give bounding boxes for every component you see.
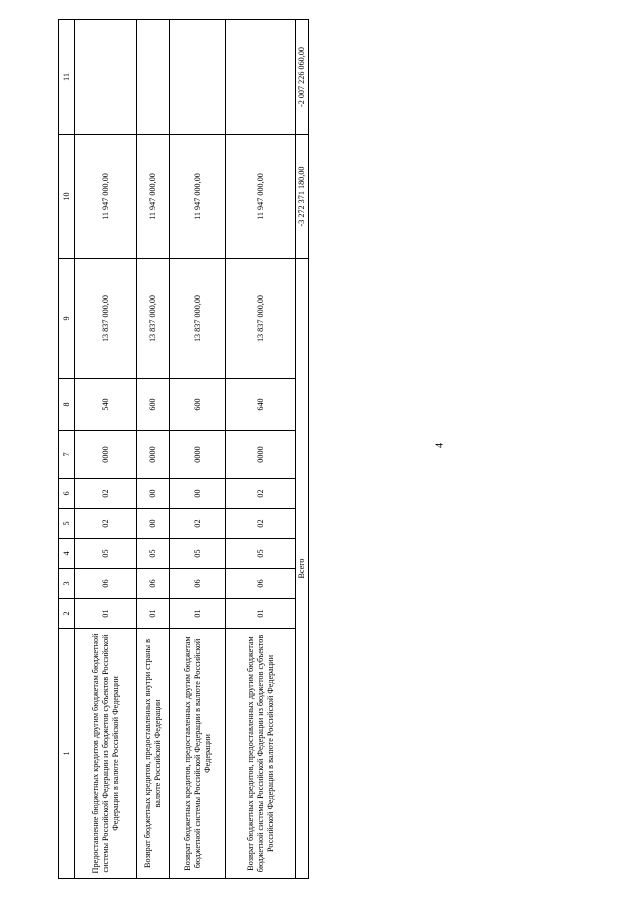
table-container [58, 20, 304, 879]
code-cell: 01 [170, 599, 226, 629]
code-cell: 0000 [137, 431, 170, 479]
table-row [170, 20, 226, 879]
code-cell: 600 [137, 379, 170, 431]
total-amount-cell: -2 007 226 060,00 [296, 20, 309, 135]
table-row [75, 20, 137, 879]
column-header: 10 [59, 135, 75, 259]
code-cell: 01 [226, 599, 296, 629]
total-row [296, 20, 309, 879]
amount-cell: 13 837 000,00 [226, 259, 296, 379]
code-cell: 640 [226, 379, 296, 431]
column-header: 2 [59, 599, 75, 629]
amount-cell: 11 947 000,00 [226, 135, 296, 259]
code-cell: 02 [75, 509, 137, 539]
code-cell: 0000 [170, 431, 226, 479]
total-label: Всего [296, 259, 309, 879]
code-cell: 02 [226, 509, 296, 539]
code-cell: 01 [75, 599, 137, 629]
code-cell: 06 [137, 569, 170, 599]
column-header: 1 [59, 629, 75, 879]
row-description: Предоставление бюджетных кредитов другим бюджетам бюджетной системы Российской Федерации из бюджетов субъектов Российской Федерации в валюте Российской Федерации [75, 629, 137, 879]
amount-cell: 11 947 000,00 [170, 135, 226, 259]
amount-cell: 13 837 000,00 [75, 259, 137, 379]
code-cell: 00 [137, 479, 170, 509]
row-description: Возврат бюджетных кредитов, предоставленных другим бюджетам бюджетной системы Российской Федерации в валюте Российской Федерации [170, 629, 226, 879]
code-cell: 05 [75, 539, 137, 569]
code-cell: 01 [137, 599, 170, 629]
amount-cell: 13 837 000,00 [137, 259, 170, 379]
code-cell: 02 [170, 509, 226, 539]
column-header: 7 [59, 431, 75, 479]
code-cell: 05 [170, 539, 226, 569]
amount-cell [226, 20, 296, 135]
table-row [226, 20, 296, 879]
column-header: 8 [59, 379, 75, 431]
code-cell: 0000 [75, 431, 137, 479]
rotated-table-frame [58, 20, 304, 879]
column-header: 5 [59, 509, 75, 539]
column-header: 11 [59, 20, 75, 135]
table-row [137, 20, 170, 879]
code-cell: 00 [137, 509, 170, 539]
amount-cell [75, 20, 137, 135]
header-row [59, 20, 75, 879]
code-cell: 600 [170, 379, 226, 431]
code-cell: 0000 [226, 431, 296, 479]
code-cell: 06 [170, 569, 226, 599]
row-description: Возврат бюджетных кредитов, предоставленных внутри страны в валюте Российской Федерации [137, 629, 170, 879]
column-header: 6 [59, 479, 75, 509]
page-number: 4 [434, 443, 446, 448]
amount-cell: 11 947 000,00 [137, 135, 170, 259]
column-header: 3 [59, 569, 75, 599]
amount-cell: 11 947 000,00 [75, 135, 137, 259]
row-description: Возврат бюджетных кредитов, предоставленных другим бюджетам бюджетной системы Российской Федерации из бюджетов субъектов Российской Федерации в валюте Российской Федерации [226, 629, 296, 879]
code-cell: 06 [226, 569, 296, 599]
total-amount-cell: -3 272 371 180,00 [296, 135, 309, 259]
amount-cell [137, 20, 170, 135]
amount-cell: 13 837 000,00 [170, 259, 226, 379]
column-header: 4 [59, 539, 75, 569]
code-cell: 540 [75, 379, 137, 431]
code-cell: 02 [75, 479, 137, 509]
code-cell: 05 [226, 539, 296, 569]
code-cell: 02 [226, 479, 296, 509]
code-cell: 00 [170, 479, 226, 509]
budget-credits-table [58, 19, 309, 879]
column-header: 9 [59, 259, 75, 379]
code-cell: 06 [75, 569, 137, 599]
amount-cell [170, 20, 226, 135]
code-cell: 05 [137, 539, 170, 569]
